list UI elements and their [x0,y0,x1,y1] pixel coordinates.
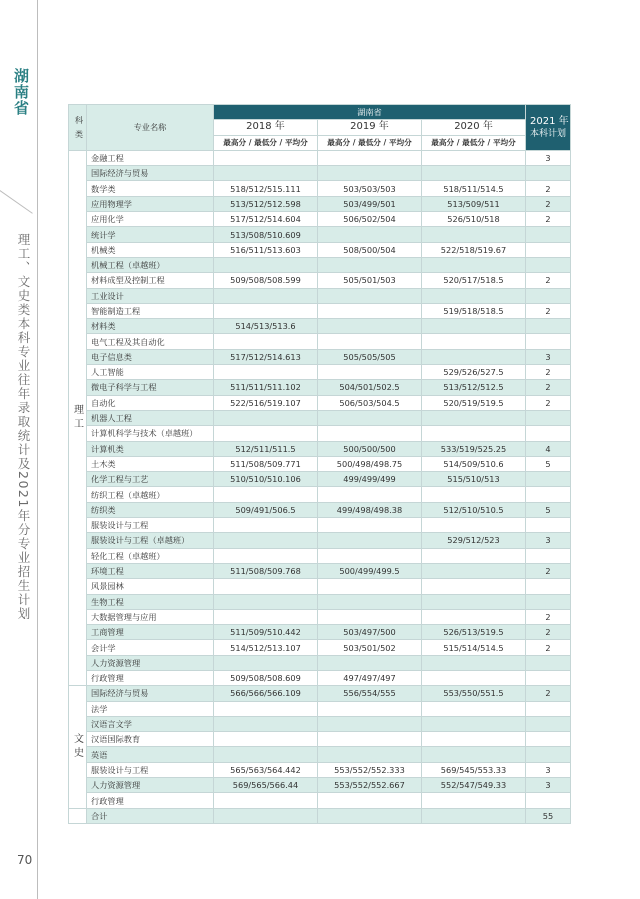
admission-table [68,104,571,824]
header-region: 湖南省 [214,105,526,120]
score-2019-cell: 500/498/498.75 [318,456,422,471]
plan-2021-cell: 5 [526,456,571,471]
score-2019-cell: 500/500/500 [318,441,422,456]
score-2020-cell: 520/519/519.5 [422,395,526,410]
score-2020-cell [422,410,526,425]
score-2019-cell [318,518,422,533]
major-name-cell: 电气工程及其自动化 [87,334,214,349]
score-2018-cell: 566/566/566.109 [214,686,318,701]
table-row [69,380,571,395]
score-2019-cell [318,701,422,716]
category-label: 文史 [74,733,84,759]
score-2020-cell [422,319,526,334]
score-2018-cell [214,747,318,762]
header-sub-2018: 最高分 / 最低分 / 平均分 [214,135,318,150]
table-row [69,150,571,165]
score-2019-cell: 497/497/497 [318,670,422,685]
total-plan-cell: 55 [526,808,571,823]
plan-2021-cell: 3 [526,762,571,777]
score-2020-cell: 529/512/523 [422,533,526,548]
plan-2021-cell: 2 [526,212,571,227]
score-2018-cell [214,594,318,609]
score-2019-cell [318,166,422,181]
score-2018-cell [214,609,318,624]
plan-2021-cell: 2 [526,625,571,640]
score-2018-cell [214,548,318,563]
major-name-cell: 微电子科学与工程 [87,380,214,395]
table-row [69,334,571,349]
plan-2021-cell [526,472,571,487]
major-name-cell: 风景园林 [87,579,214,594]
score-2019-cell: 506/502/504 [318,212,422,227]
score-2018-cell: 513/512/512.598 [214,196,318,211]
score-2019-cell [318,579,422,594]
table-row [69,487,571,502]
score-2018-cell: 514/513/513.6 [214,319,318,334]
plan-2021-cell: 2 [526,181,571,196]
score-2020-cell [422,670,526,685]
major-name-cell: 计算机类 [87,441,214,456]
major-name-cell: 人工智能 [87,365,214,380]
major-name-cell: 大数据管理与应用 [87,609,214,624]
major-name-cell: 会计学 [87,640,214,655]
plan-2021-cell [526,166,571,181]
score-2018-cell: 511/509/510.442 [214,625,318,640]
total-empty-cell [422,808,526,823]
header-major: 专业名称 [87,105,214,151]
major-name-cell: 电子信息类 [87,349,214,364]
score-2019-cell [318,334,422,349]
table-row [69,686,571,701]
plan-2021-cell: 2 [526,273,571,288]
score-2020-cell: 526/513/519.5 [422,625,526,640]
plan-2021-cell [526,670,571,685]
score-2018-cell: 513/508/510.609 [214,227,318,242]
page-edge-diagonal [0,190,33,214]
plan-2021-cell: 3 [526,150,571,165]
score-2018-cell: 522/516/519.107 [214,395,318,410]
table-body [69,150,571,823]
score-2018-cell: 509/508/508.599 [214,273,318,288]
total-empty-cell [318,808,422,823]
major-name-cell: 服装设计与工程（卓越班） [87,533,214,548]
table-row [69,701,571,716]
score-2018-cell: 517/512/514.613 [214,349,318,364]
major-name-cell: 材料成型及控制工程 [87,273,214,288]
plan-2021-cell: 2 [526,563,571,578]
plan-2021-cell [526,747,571,762]
score-2020-cell [422,426,526,441]
score-2019-cell: 499/498/498.38 [318,502,422,517]
plan-2021-cell: 2 [526,303,571,318]
score-2020-cell [422,701,526,716]
plan-2021-cell [526,334,571,349]
score-2019-cell: 505/501/503 [318,273,422,288]
score-2020-cell [422,227,526,242]
score-2020-cell [422,518,526,533]
score-2020-cell: 513/512/512.5 [422,380,526,395]
table-row [69,319,571,334]
table-row [69,242,571,257]
score-2018-cell: 565/563/564.442 [214,762,318,777]
header-plan-label: 本科计划 [530,128,567,139]
major-name-cell: 汉语言文学 [87,716,214,731]
score-2018-cell [214,410,318,425]
plan-2021-cell [526,319,571,334]
score-2018-cell [214,716,318,731]
table-row [69,349,571,364]
score-2019-cell: 503/497/500 [318,625,422,640]
score-2020-cell: 514/509/510.6 [422,456,526,471]
score-2020-cell: 520/517/518.5 [422,273,526,288]
score-2020-cell: 529/526/527.5 [422,365,526,380]
major-name-cell: 材料类 [87,319,214,334]
score-2019-cell: 506/503/504.5 [318,395,422,410]
major-name-cell: 金融工程 [87,150,214,165]
table-row [69,548,571,563]
score-2018-cell [214,303,318,318]
total-empty-cell [214,808,318,823]
total-category-cell [69,808,87,823]
score-2020-cell: 519/518/518.5 [422,303,526,318]
score-2018-cell [214,533,318,548]
plan-2021-cell: 5 [526,502,571,517]
major-name-cell: 应用化学 [87,212,214,227]
score-2018-cell [214,257,318,272]
header-year-2020: 2020 年 [422,120,526,135]
score-2020-cell: 518/511/514.5 [422,181,526,196]
major-name-cell: 智能制造工程 [87,303,214,318]
score-2020-cell: 526/510/518 [422,212,526,227]
score-2018-cell: 510/510/510.106 [214,472,318,487]
header-plan-year: 2021 年 [530,115,569,127]
plan-2021-cell [526,487,571,502]
plan-2021-cell [526,426,571,441]
major-name-cell: 土木类 [87,456,214,471]
header-sub-2020: 最高分 / 最低分 / 平均分 [422,135,526,150]
score-2018-cell: 512/511/511.5 [214,441,318,456]
score-2018-cell [214,166,318,181]
score-2018-cell [214,334,318,349]
score-2019-cell [318,319,422,334]
major-name-cell: 机器人工程 [87,410,214,425]
table-row [69,303,571,318]
score-2019-cell [318,609,422,624]
score-2019-cell: 505/505/505 [318,349,422,364]
score-2020-cell [422,150,526,165]
plan-2021-cell: 3 [526,349,571,364]
plan-2021-cell [526,655,571,670]
table-row [69,502,571,517]
table-row [69,472,571,487]
score-2020-cell: 533/519/525.25 [422,441,526,456]
table-row [69,670,571,685]
table-row [69,579,571,594]
table-row [69,518,571,533]
table-row [69,288,571,303]
score-2018-cell [214,365,318,380]
score-2019-cell: 503/503/503 [318,181,422,196]
score-2019-cell [318,303,422,318]
category-cell [69,686,87,808]
table-row [69,395,571,410]
score-2019-cell [318,655,422,670]
table-row [69,793,571,808]
major-name-cell: 轻化工程（卓越班） [87,548,214,563]
score-2020-cell: 569/545/553.33 [422,762,526,777]
major-name-cell: 服装设计与工程 [87,762,214,777]
score-2019-cell [318,594,422,609]
score-2019-cell [318,747,422,762]
score-2019-cell: 499/499/499 [318,472,422,487]
total-row [69,808,571,823]
score-2020-cell [422,349,526,364]
plan-2021-cell: 3 [526,533,571,548]
score-2018-cell [214,288,318,303]
score-2019-cell [318,487,422,502]
plan-2021-cell: 3 [526,778,571,793]
score-2018-cell: 569/565/566.44 [214,778,318,793]
header-year-2019: 2019 年 [318,120,422,135]
province-label: 湖南省 [12,68,30,116]
score-2019-cell [318,533,422,548]
major-name-cell: 应用物理学 [87,196,214,211]
major-name-cell: 数学类 [87,181,214,196]
table-row [69,273,571,288]
major-name-cell: 机械类 [87,242,214,257]
score-2020-cell [422,747,526,762]
plan-2021-cell: 2 [526,380,571,395]
score-2019-cell: 508/500/504 [318,242,422,257]
plan-2021-cell: 2 [526,609,571,624]
plan-2021-cell: 2 [526,686,571,701]
table-row [69,410,571,425]
score-2020-cell [422,548,526,563]
table-row [69,609,571,624]
score-2018-cell: 511/508/509.768 [214,563,318,578]
score-2019-cell [318,426,422,441]
score-2019-cell: 556/554/555 [318,686,422,701]
score-2018-cell [214,655,318,670]
table-row [69,716,571,731]
score-2020-cell: 552/547/549.33 [422,778,526,793]
side-title: 理工、文史类本科专业往年录取统计及2021年分专业招生计划 [16,233,31,621]
category-label: 理工 [74,405,84,431]
score-2018-cell: 518/512/515.111 [214,181,318,196]
major-name-cell: 行政管理 [87,670,214,685]
header-sub-2019: 最高分 / 最低分 / 平均分 [318,135,422,150]
major-name-cell: 计算机科学与技术（卓越班） [87,426,214,441]
score-2020-cell [422,288,526,303]
score-2018-cell [214,518,318,533]
score-2020-cell [422,334,526,349]
major-name-cell: 工业设计 [87,288,214,303]
score-2019-cell: 500/499/499.5 [318,563,422,578]
header-year-2018: 2018 年 [214,120,318,135]
major-name-cell: 机械工程（卓越班） [87,257,214,272]
score-2020-cell [422,579,526,594]
score-2019-cell [318,793,422,808]
table-row [69,655,571,670]
major-name-cell: 英语 [87,747,214,762]
table-row [69,563,571,578]
plan-2021-cell: 4 [526,441,571,456]
table-row [69,441,571,456]
plan-2021-cell: 2 [526,365,571,380]
plan-2021-cell [526,594,571,609]
plan-2021-cell: 2 [526,640,571,655]
plan-2021-cell [526,548,571,563]
score-2018-cell [214,793,318,808]
score-2019-cell [318,288,422,303]
plan-2021-cell [526,732,571,747]
plan-2021-cell [526,716,571,731]
major-name-cell: 行政管理 [87,793,214,808]
score-2020-cell [422,609,526,624]
score-2018-cell: 516/511/513.603 [214,242,318,257]
table-row [69,196,571,211]
major-name-cell: 工商管理 [87,625,214,640]
table-row [69,365,571,380]
score-2019-cell [318,732,422,747]
major-name-cell: 纺织类 [87,502,214,517]
score-2019-cell: 553/552/552.667 [318,778,422,793]
score-2018-cell [214,487,318,502]
score-2020-cell: 515/514/514.5 [422,640,526,655]
score-2019-cell: 503/499/501 [318,196,422,211]
table-row [69,166,571,181]
score-2019-cell [318,257,422,272]
table-row [69,212,571,227]
score-2020-cell [422,732,526,747]
plan-2021-cell [526,701,571,716]
score-2018-cell [214,426,318,441]
table-row [69,640,571,655]
plan-2021-cell [526,288,571,303]
plan-2021-cell [526,793,571,808]
major-name-cell: 国际经济与贸易 [87,166,214,181]
score-2018-cell [214,150,318,165]
header-plan [526,105,571,151]
table-row [69,426,571,441]
score-2019-cell [318,150,422,165]
page-edge-line [37,0,38,899]
score-2019-cell [318,365,422,380]
score-2019-cell [318,410,422,425]
score-2019-cell: 553/552/552.333 [318,762,422,777]
major-name-cell: 自动化 [87,395,214,410]
table-row [69,625,571,640]
score-2020-cell [422,716,526,731]
score-2020-cell [422,594,526,609]
major-name-cell: 环境工程 [87,563,214,578]
score-2018-cell: 517/512/514.604 [214,212,318,227]
plan-2021-cell [526,518,571,533]
score-2020-cell [422,166,526,181]
score-2020-cell: 515/510/513 [422,472,526,487]
table-row [69,747,571,762]
major-name-cell: 法学 [87,701,214,716]
major-name-cell: 人力资源管理 [87,778,214,793]
score-2019-cell [318,716,422,731]
plan-2021-cell: 2 [526,196,571,211]
plan-2021-cell: 2 [526,395,571,410]
score-2020-cell [422,655,526,670]
score-2020-cell: 553/550/551.5 [422,686,526,701]
total-label: 合计 [87,808,214,823]
table-row [69,456,571,471]
score-2020-cell: 512/510/510.5 [422,502,526,517]
score-2018-cell: 511/511/511.102 [214,380,318,395]
table-row [69,762,571,777]
major-name-cell: 统计学 [87,227,214,242]
major-name-cell: 人力资源管理 [87,655,214,670]
major-name-cell: 服装设计与工程 [87,518,214,533]
score-2018-cell: 509/508/508.609 [214,670,318,685]
major-name-cell: 生物工程 [87,594,214,609]
plan-2021-cell [526,227,571,242]
score-2018-cell [214,701,318,716]
plan-2021-cell [526,410,571,425]
category-cell [69,150,87,685]
score-2019-cell: 503/501/502 [318,640,422,655]
table-row [69,227,571,242]
score-2019-cell [318,227,422,242]
score-2019-cell [318,548,422,563]
score-2020-cell [422,257,526,272]
score-2018-cell: 509/491/506.5 [214,502,318,517]
table-row [69,778,571,793]
table-row [69,732,571,747]
plan-2021-cell [526,257,571,272]
table-row [69,257,571,272]
score-2018-cell: 514/512/513.107 [214,640,318,655]
score-2020-cell [422,487,526,502]
table-row [69,594,571,609]
page-number: 70 [17,853,33,867]
table-row [69,533,571,548]
plan-2021-cell [526,579,571,594]
score-2020-cell: 513/509/511 [422,196,526,211]
score-2020-cell: 522/518/519.67 [422,242,526,257]
header-category: 科类 [69,105,87,151]
table-row [69,181,571,196]
score-2020-cell [422,563,526,578]
major-name-cell: 汉语国际教育 [87,732,214,747]
major-name-cell: 纺织工程（卓越班） [87,487,214,502]
score-2018-cell [214,579,318,594]
major-name-cell: 化学工程与工艺 [87,472,214,487]
score-2018-cell: 511/508/509.771 [214,456,318,471]
plan-2021-cell [526,242,571,257]
score-2019-cell: 504/501/502.5 [318,380,422,395]
score-2018-cell [214,732,318,747]
major-name-cell: 国际经济与贸易 [87,686,214,701]
score-2020-cell [422,793,526,808]
